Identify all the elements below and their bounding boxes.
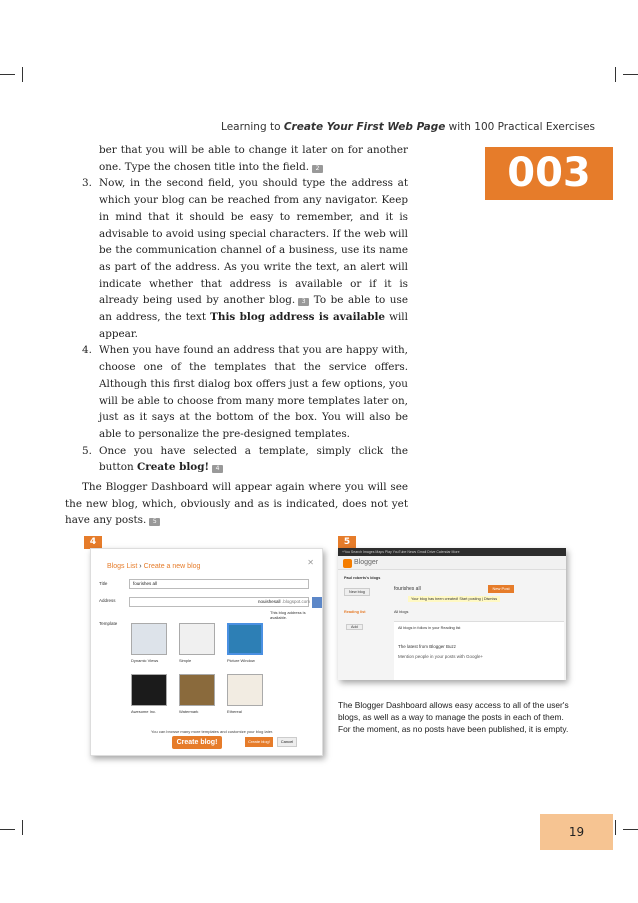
crop-mark <box>623 829 638 830</box>
list-item: 3. Now, in the second field, you should type the address at which your blog can be reached from any navigator. Keep in mind that it should be easy to remember, and it is advisable to avoid using special characters. If the web will be the communication channel of a business, use its name as part of the address. As you write the text, an alert will indicate whether that address is available or if it is already being used by another blog. 3 To be able to use an address, the text This blog address is available will appear. <box>82 177 408 340</box>
panel-latest: The latest from Blogger Buzz <box>398 644 457 649</box>
template-name: Dynamic Views <box>131 658 159 663</box>
crop-mark <box>623 74 638 75</box>
new-post-button[interactable]: New Post <box>488 585 514 593</box>
page-number: 19 <box>540 814 613 850</box>
create-blog-button[interactable]: Create blog! <box>245 737 273 747</box>
create-blog-callout[interactable]: Create blog! <box>172 736 222 749</box>
figure-tag: 5 <box>338 536 356 549</box>
crop-mark <box>0 74 15 75</box>
title-label: Title <box>99 581 108 586</box>
brand-name: Blogger <box>354 559 379 566</box>
dialog-title: Blogs List › Create a new blog <box>107 563 201 570</box>
crop-mark <box>615 67 616 82</box>
panel-headline[interactable]: Mention people in your posts with Google+ <box>398 654 484 659</box>
template-thumb[interactable] <box>227 623 263 655</box>
crop-mark <box>22 67 23 82</box>
figure-ref: 4 <box>212 465 223 473</box>
template-thumb[interactable] <box>131 623 167 655</box>
body-text <box>65 142 408 529</box>
empty-blog-note: Your blog has been created! Start posting | Dismiss <box>408 596 500 602</box>
cancel-button[interactable]: Cancel <box>277 737 297 747</box>
list-item: 5. Once you have selected a template, simply click the button Create blog! 4 <box>82 444 408 474</box>
address-label: Address <box>99 598 116 603</box>
list-item-continued: ber that you will be able to change it later on for another one. Type the chosen title into the field. 2 <box>99 144 408 173</box>
template-name: Watermark <box>179 709 199 714</box>
address-field[interactable]: nouishesall .blogspot.com <box>129 597 309 607</box>
new-blog-button[interactable]: New blog <box>344 588 370 596</box>
figure-ref: 5 <box>149 518 160 526</box>
template-label: Template <box>99 621 118 626</box>
template-name: Simple <box>179 658 192 663</box>
blog-name[interactable]: fourishes all <box>394 586 421 592</box>
browse-note: You can browse many more templates and customize your blog later. <box>151 729 274 734</box>
template-thumb[interactable] <box>227 674 263 706</box>
add-button[interactable]: Add <box>346 624 363 630</box>
all-blogs-label[interactable]: All blogs <box>394 610 409 614</box>
reading-list-label[interactable]: Reading list <box>344 610 366 614</box>
panel-title: All blogs in follow in your Reading list <box>398 626 461 630</box>
paragraph: The Blogger Dashboard will appear again where you will see the new blog, which, obviously and as is indicated, does not yet have any posts. 5 <box>65 481 408 527</box>
crop-mark <box>22 820 23 835</box>
figure-caption: The Blogger Dashboard allows easy access to all of the user's blogs, as well as a way to manage the posts in each of them. For the moment, as no posts have been published, it is empty. <box>338 700 569 734</box>
figure-ref: 3 <box>298 298 309 306</box>
template-name: Awesome Inc. <box>131 709 157 714</box>
template-thumb[interactable] <box>179 623 215 655</box>
user-blogs-heading: Paul roberts's blogs <box>344 576 381 580</box>
availability-text: This blog address is available. <box>270 610 306 620</box>
crop-mark <box>0 829 15 830</box>
figure-tag: 4 <box>84 536 102 549</box>
template-name: Picture Window <box>227 658 255 663</box>
reading-list-panel <box>394 621 564 680</box>
list-item: 4. When you have found an address that you are happy with, choose one of the templates that the service offers. Although this first dialog box offers just a few options, you will be able to choose from many more templates later on, just as it says at the bottom of the box. You will also be able to personalize the pre-designed templates. <box>82 344 408 440</box>
template-thumb[interactable] <box>131 674 167 706</box>
template-thumb[interactable] <box>179 674 215 706</box>
google-nav-bar[interactable]: +You Search Images Maps Play YouTube News Gmail Drive Calendar More <box>338 548 566 556</box>
blogger-dashboard-screenshot <box>338 548 566 680</box>
create-blog-dialog-screenshot <box>90 548 323 756</box>
crop-mark <box>615 820 616 835</box>
check-icon[interactable] <box>312 597 323 608</box>
running-header: Learning to Create Your First Web Page with 100 Practical Exercises <box>221 121 595 133</box>
blogger-logo-icon <box>343 559 352 568</box>
title-field[interactable]: fourishes all <box>129 579 309 589</box>
figure-ref: 2 <box>312 165 323 173</box>
chapter-number: 003 <box>485 147 613 200</box>
template-name: Ethereal <box>227 709 242 714</box>
close-icon[interactable]: ✕ <box>307 558 314 567</box>
